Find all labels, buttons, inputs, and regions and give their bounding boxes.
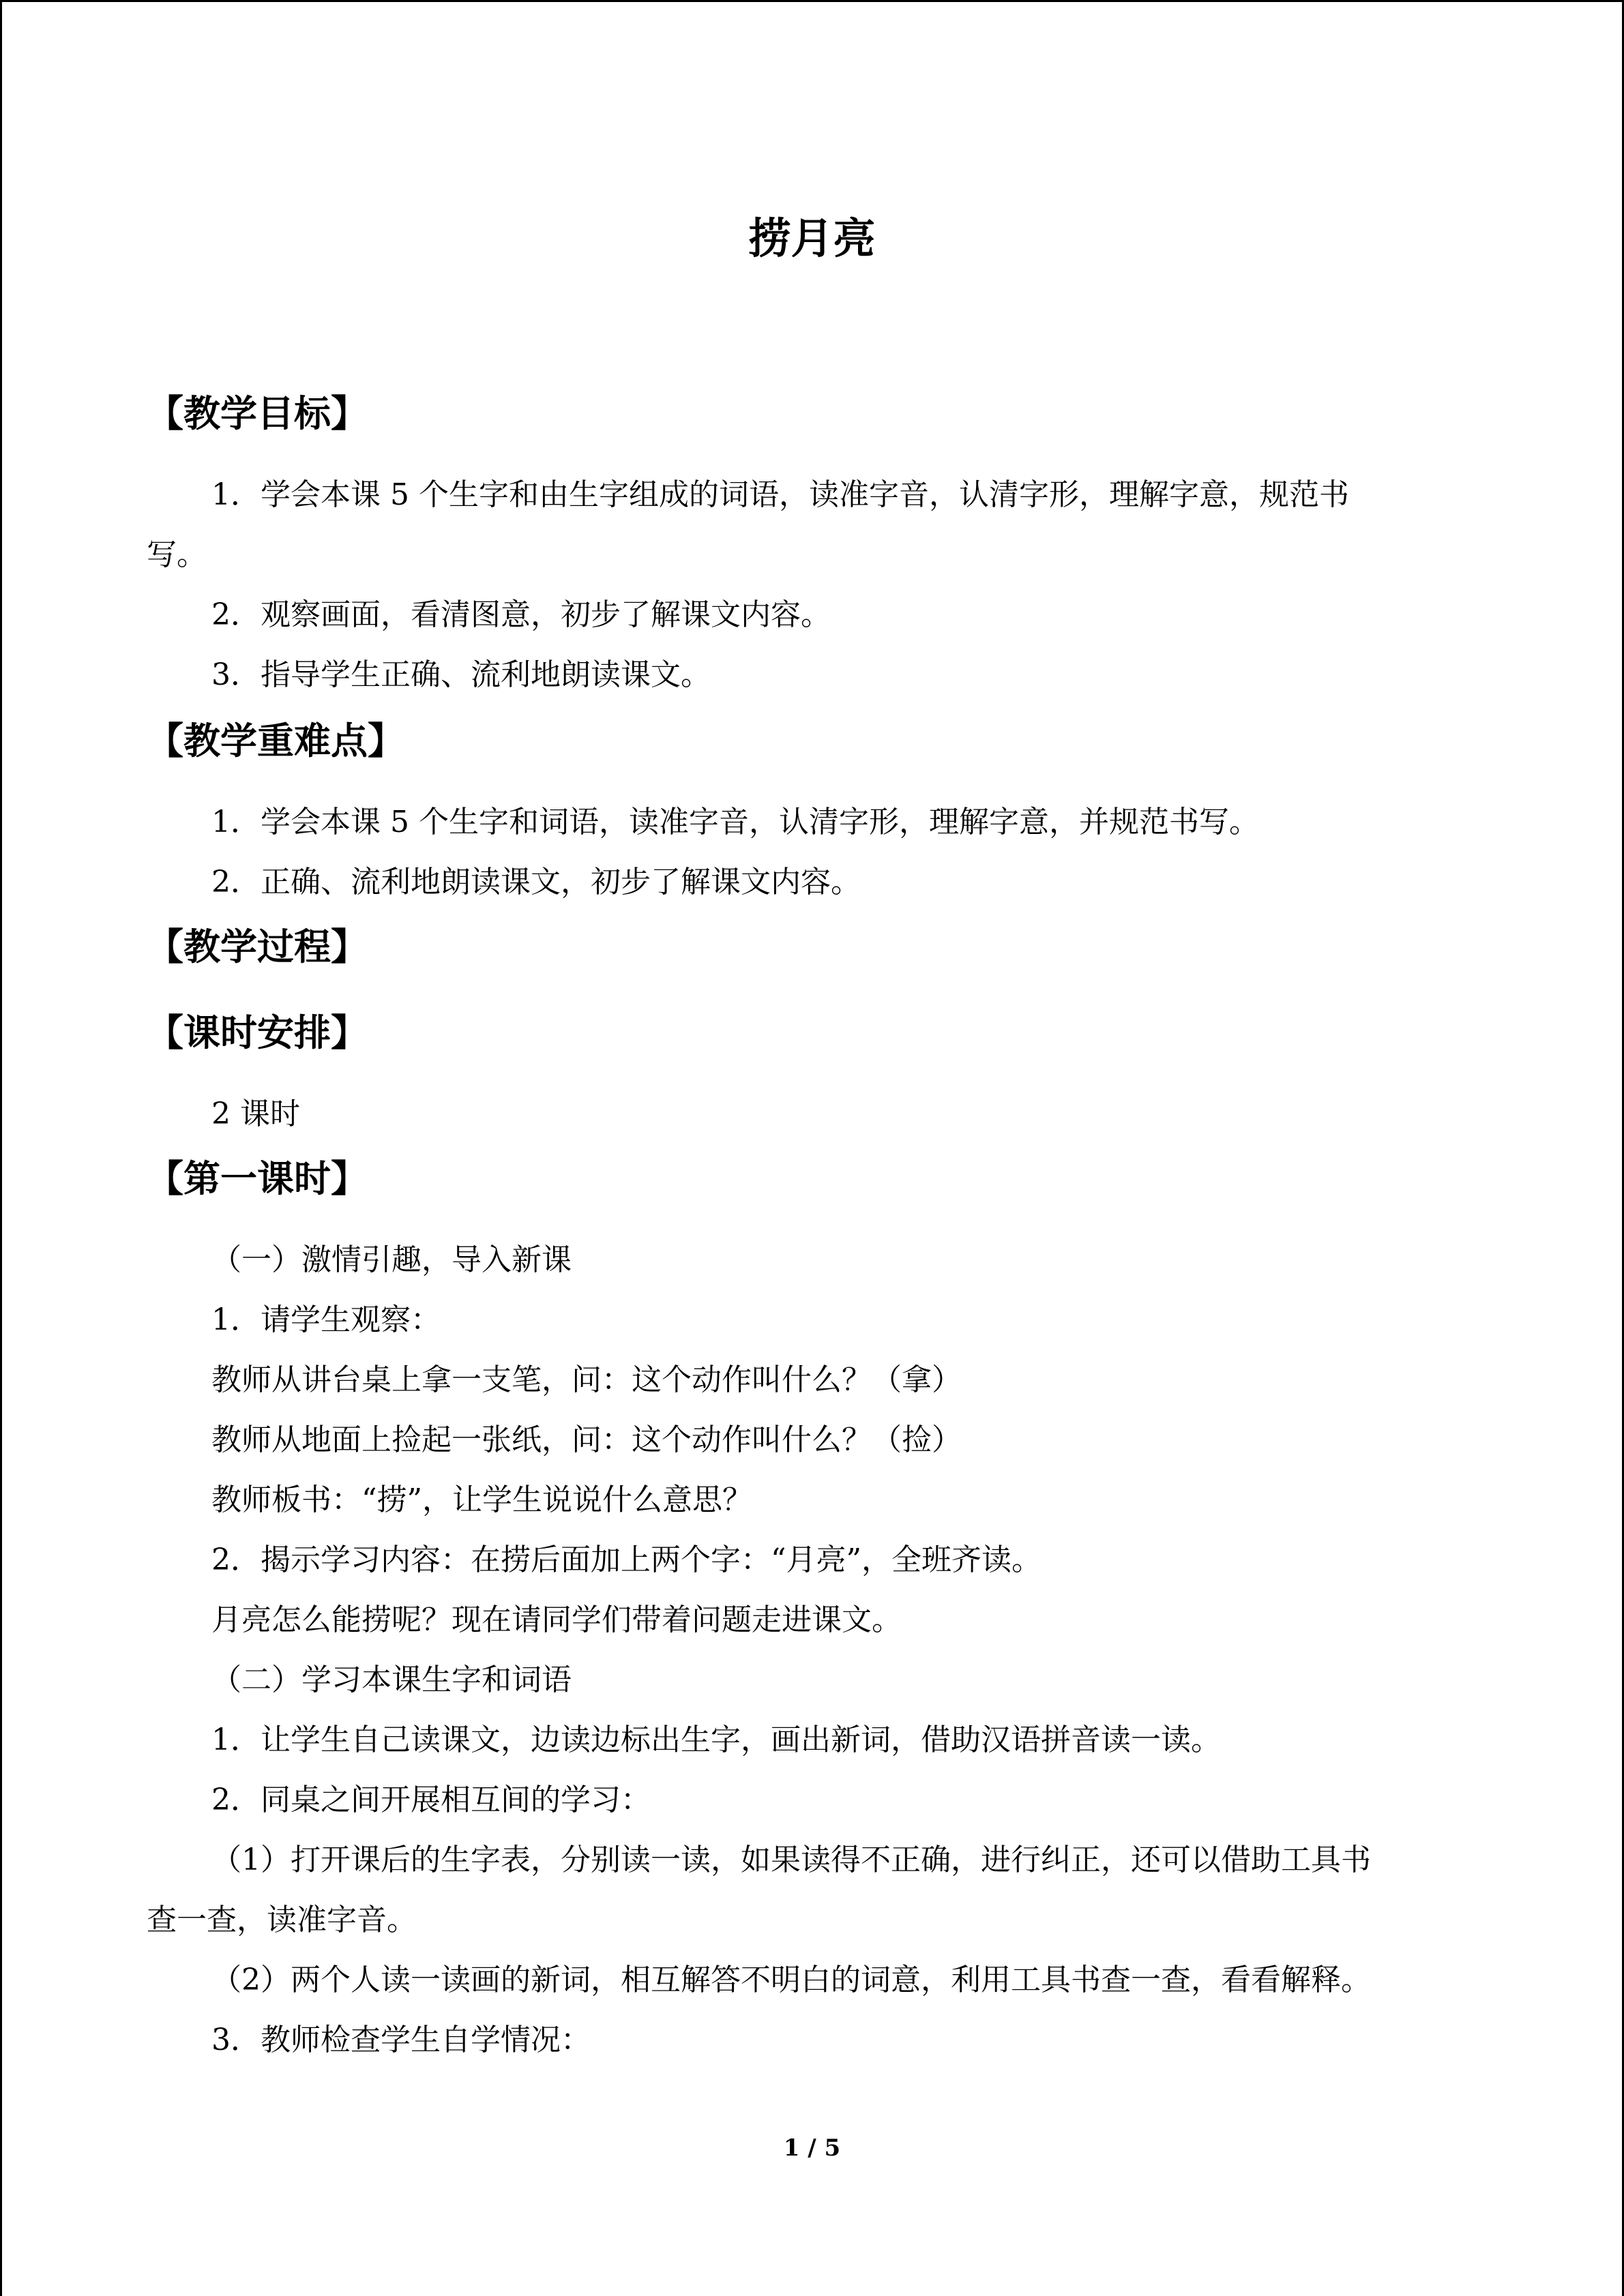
goal-item-2: 2．观察画面，看清图意，初步了解课文内容。 — [211, 597, 831, 632]
lesson-line-11: （1）打开课后的生字表，分别读一读，如果读得不正确，进行纠正，还可以借助工具书 — [211, 1843, 1371, 1877]
goal-item-3: 3．指导学生正确、流利地朗读课文。 — [211, 657, 711, 692]
page-border-left — [0, 0, 2, 2296]
document-title: 捞月亮 — [748, 213, 876, 263]
lesson-line-3: 教师从讲台桌上拿一支笔，问：这个动作叫什么？（拿） — [211, 1362, 962, 1397]
goal-item-1-continued: 写。 — [147, 537, 207, 572]
lesson-line-7: 月亮怎么能捞呢？现在请同学们带着问题走进课文。 — [211, 1602, 902, 1637]
schedule-text: 2 课时 — [211, 1097, 300, 1131]
heading-teaching-process: 【教学过程】 — [147, 925, 368, 968]
heading-teaching-goals: 【教学目标】 — [147, 392, 368, 435]
lesson-line-10: 2．同桌之间开展相互间的学习： — [211, 1783, 651, 1817]
key-point-item-2: 2．正确、流利地朗读课文，初步了解课文内容。 — [211, 865, 861, 899]
key-point-item-1: 1．学会本课 5 个生字和词语，读准字音，认清字形，理解字意，并规范书写。 — [211, 805, 1259, 839]
lesson-line-12: 查一查，读准字音。 — [147, 1903, 417, 1937]
lesson-line-13: （2）两个人读一读画的新词，相互解答不明白的词意，利用工具书查一查，看看解释。 — [211, 1963, 1371, 1997]
lesson-line-4: 教师从地面上捡起一张纸，问：这个动作叫什么？（捡） — [211, 1422, 962, 1457]
page-border-top — [0, 0, 1624, 2]
page-number: 1 / 5 — [783, 2134, 841, 2162]
lesson-line-14: 3．教师检查学生自学情况： — [211, 2023, 591, 2057]
lesson-line-5: 教师板书：“捞”，让学生说说什么意思？ — [211, 1482, 752, 1517]
lesson-line-8: （二）学习本课生字和词语 — [211, 1663, 572, 1697]
heading-key-points: 【教学重难点】 — [147, 719, 404, 762]
goal-item-1: 1．学会本课 5 个生字和由生字组成的词语，读准字音，认清字形，理解字意，规范书 — [211, 477, 1349, 512]
lesson-line-6: 2．揭示学习内容：在捞后面加上两个字：“月亮”，全班齐读。 — [211, 1542, 1042, 1577]
lesson-line-9: 1．让学生自己读课文，边读边标出生字，画出新词，借助汉语拼音读一读。 — [211, 1723, 1221, 1757]
lesson-line-2: 1．请学生观察： — [211, 1302, 441, 1337]
lesson-line-1: （一）激情引趣，导入新课 — [211, 1242, 572, 1277]
heading-schedule: 【课时安排】 — [147, 1011, 368, 1054]
heading-first-lesson: 【第一课时】 — [147, 1157, 368, 1200]
